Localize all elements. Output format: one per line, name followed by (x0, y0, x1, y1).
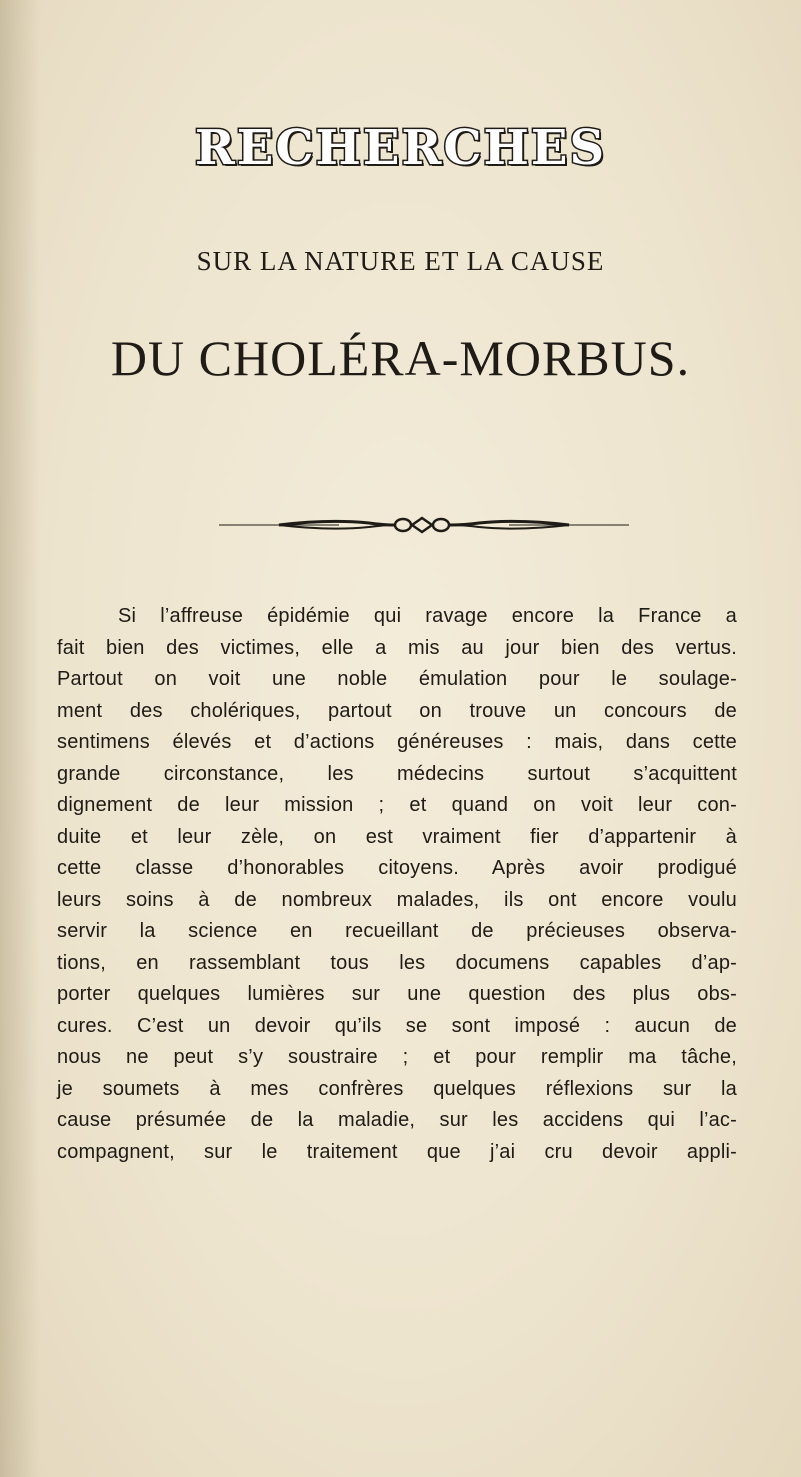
text-line: cures. C’est un devoir qu’ils se sont imposé : aucun de (57, 1014, 737, 1037)
text-line: grande circonstance, les médecins surtout s’acquittent (57, 762, 737, 785)
text-line: tions, en rassemblant tous les documens capables d’ap- (57, 951, 737, 974)
text-line: porter quelques lumières sur une question des plus obs- (57, 983, 737, 1005)
heading-subtitle: SUR LA NATURE ET LA CAUSE (196, 246, 605, 276)
text-line: Partout on voit une noble émulation pour le soulage- (57, 668, 737, 690)
text-line: servir la science en recueillant de précieuses observa- (57, 920, 737, 942)
text-line: Si l’affreuse épidémie qui ravage encore la France a (118, 605, 737, 627)
text-line: dignement de leur mission ; et quand on voit leur con- (57, 794, 737, 816)
text-line: leurs soins à de nombreux malades, ils ont encore voulu (57, 888, 737, 911)
binding-shadow (0, 0, 40, 1477)
text-line: sentimens élevés et d’actions généreuses : mais, dans cette (57, 731, 737, 753)
text-line: compagnent, sur le traitement que j’ai cru devoir appli- (57, 1140, 737, 1163)
text-line: ment des cholériques, partout on trouve un concours de (57, 699, 737, 722)
text-line: fait bien des victimes, elle a mis au jour bien des vertus. (57, 636, 737, 659)
heading-title: RECHERCHES (194, 120, 607, 176)
text-line: cause présumée de la maladie, sur les accidens qui l’ac- (57, 1109, 737, 1131)
text-line: cette classe d’honorables citoyens. Après avoir prodigué (57, 857, 737, 879)
text-line: duite et leur zèle, on est vraiment fier d’appartenir à (57, 825, 737, 848)
heading-main-title: DU CHOLÉRA-MORBUS. (110, 330, 691, 386)
text-line: je soumets à mes confrères quelques réflexions sur la (57, 1077, 737, 1100)
text-line: nous ne peut s’y soustraire ; et pour remplir ma tâche, (57, 1046, 737, 1068)
body-paragraph (57, 601, 737, 1168)
ornamental-rule-icon (219, 510, 629, 540)
